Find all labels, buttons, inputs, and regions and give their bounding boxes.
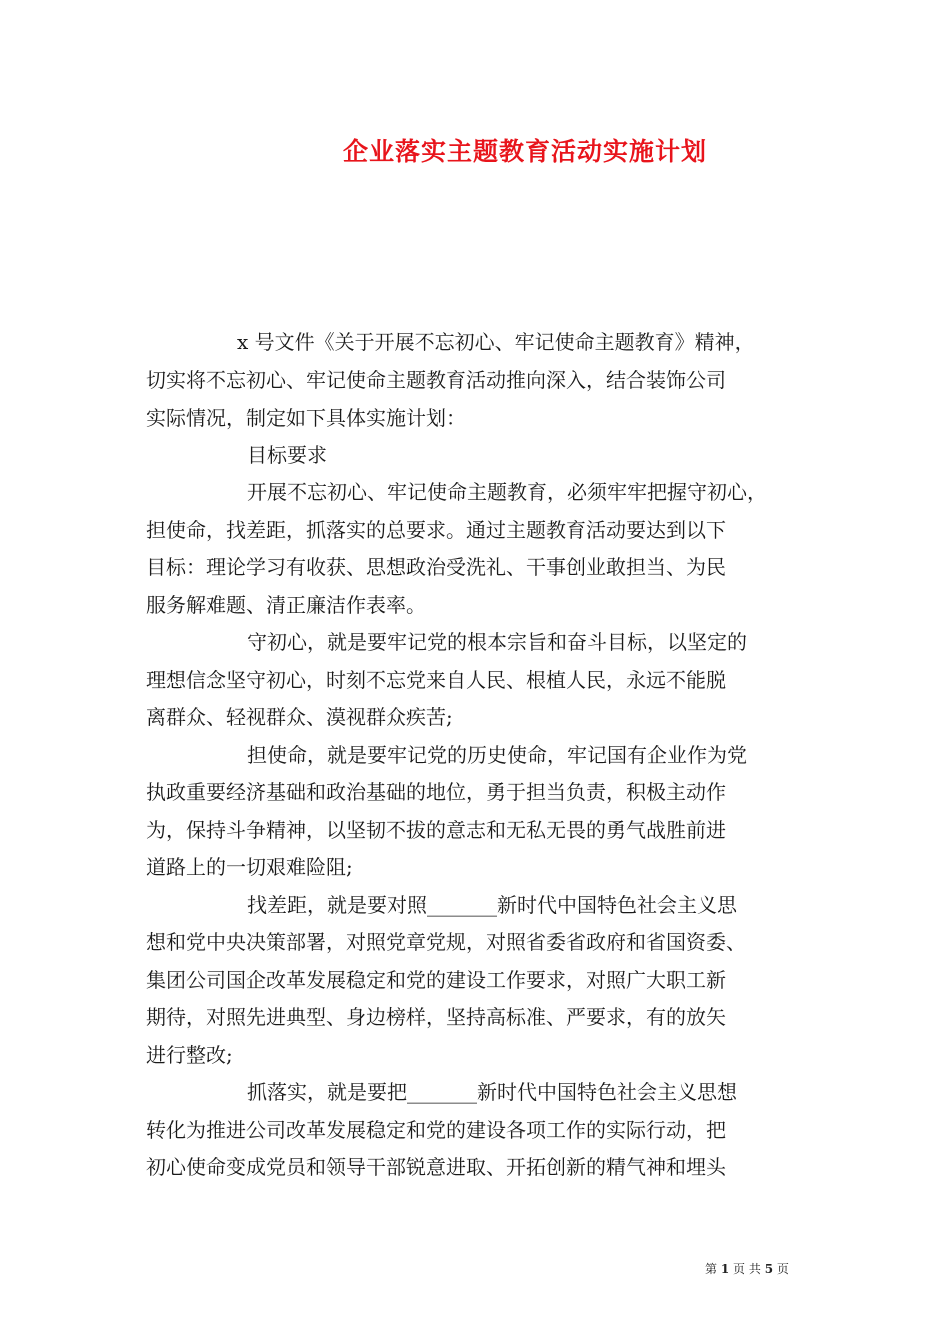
body-line: 开展不忘初心、牢记使命主题教育，必须牢牢把握守初心， — [247, 480, 767, 504]
body-line: 担使命，就是要牢记党的历史使命，牢记国有企业作为党 — [247, 743, 747, 767]
body-line: 目标：理论学习有收获、思想政治受洗礼、干事创业敢担当、为民 — [146, 555, 726, 579]
body-line: 想和党中央决策部署，对照党章党规，对照省委省政府和省国资委、 — [146, 930, 746, 954]
body-line: 离群众、轻视群众、漠视群众疾苦; — [146, 705, 453, 729]
body-line: 转化为推进公司改革发展稳定和党的建设各项工作的实际行动，把 — [146, 1118, 726, 1142]
total-pages: 5 — [764, 1262, 774, 1276]
body-line: 切实将不忘初心、牢记使命主题教育活动推向深入，结合装饰公司 — [146, 368, 726, 392]
page-number-prefix: 第 — [705, 1262, 718, 1276]
body-line: 进行整改; — [146, 1043, 233, 1067]
body-line: x 号文件《关于开展不忘初心、牢记使命主题教育》精神， — [237, 330, 755, 354]
body-line: 担使命，找差距，抓落实的总要求。通过主题教育活动要达到以下 — [146, 518, 726, 542]
body-line: 服务解难题、清正廉洁作表率。 — [146, 593, 426, 617]
body-line: 守初心，就是要牢记党的根本宗旨和奋斗目标，以坚定的 — [247, 630, 747, 654]
page-number-suffix: 页 — [776, 1262, 789, 1276]
body-line: 实际情况，制定如下具体实施计划： — [146, 406, 466, 430]
body-line: 理想信念坚守初心，时刻不忘党来自人民、根植人民，永远不能脱 — [146, 668, 726, 692]
section-heading: 目标要求 — [247, 443, 327, 467]
body-line: 期待，对照先进典型、身边榜样，坚持高标准、严要求，有的放矢 — [146, 1005, 726, 1029]
page-number — [705, 1261, 789, 1277]
document-title: 企业落实主题教育活动实施计划 — [342, 137, 707, 166]
page-number-middle: 页 共 — [733, 1262, 761, 1276]
body-line: 为，保持斗争精神，以坚韧不拔的意志和无私无畏的勇气战胜前进 — [146, 818, 726, 842]
body-line: 初心使命变成党员和领导干部锐意进取、开拓创新的精气神和埋头 — [146, 1155, 726, 1179]
current-page: 1 — [720, 1262, 730, 1276]
body-line: 找差距，就是要对照_______新时代中国特色社会主义思 — [247, 893, 737, 917]
body-line: 集团公司国企改革发展稳定和党的建设工作要求，对照广大职工新 — [146, 968, 726, 992]
body-line: 抓落实，就是要把_______新时代中国特色社会主义思想 — [247, 1080, 737, 1104]
body-line: 执政重要经济基础和政治基础的地位，勇于担当负责，积极主动作 — [146, 780, 726, 804]
body-line: 道路上的一切艰难险阻; — [146, 855, 353, 879]
